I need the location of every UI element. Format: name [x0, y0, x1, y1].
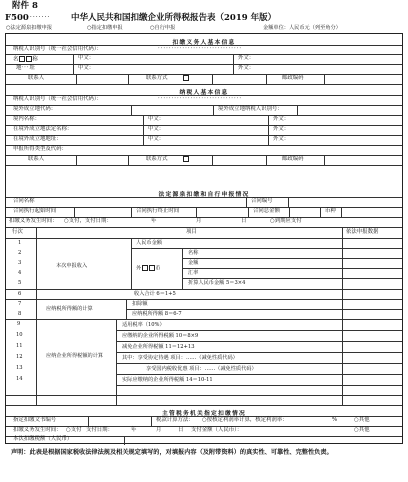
abroad-addr-foreign: 外文：	[273, 136, 290, 142]
row14-formula: 14＝10-11	[185, 377, 213, 383]
withholding-foreign-label: 外文：	[238, 55, 255, 61]
section-title-withholding: 扣缴义务人基本信息	[172, 40, 236, 46]
taxpayer-postal-label: 邮政编码	[282, 156, 304, 162]
currency-label: 币种	[325, 208, 336, 214]
domestic-name-label: 境内名称：	[13, 116, 40, 122]
option-profit-rate[interactable]: ○按核定利润率计算，核定利润率：	[202, 417, 288, 423]
row6-label: 收入合计	[134, 291, 155, 297]
resident-taxno-label: 境外成立地纳税人识别号：	[218, 106, 283, 112]
group-tax-label: 应纳企业所得税额的计算	[46, 353, 104, 359]
pay-year: 年	[151, 218, 157, 224]
row6-formula: 6＝1+5	[156, 291, 176, 297]
resident-code-label: 境外成立地代码：	[13, 106, 57, 112]
row14-label: 实际应缴纳的企业所得税额	[122, 377, 185, 383]
withholding-chinese-label: 中文：	[78, 55, 95, 61]
end-date-label: 合同执行终止时间	[136, 208, 180, 214]
row4-label: 汇率	[188, 270, 199, 276]
taxpayer-taxid-input[interactable]: ·······························	[158, 96, 243, 102]
section-title-taxpayer: 纳税人基本信息	[179, 90, 229, 96]
attachment-label: 附件 8	[12, 1, 38, 11]
abroad-addr-chinese: 中文：	[148, 136, 165, 142]
row12-tail: （减免性质代码）	[196, 355, 238, 361]
domestic-chinese-label: 中文：	[148, 116, 165, 122]
row-number: 9	[17, 321, 21, 327]
dot-leader: ········	[27, 14, 51, 21]
option-other-method[interactable]: ○其他	[354, 417, 370, 423]
row-number: 7	[18, 301, 22, 307]
row5-label: 折算人民币金额	[188, 280, 225, 286]
withholding-addr-foreign: 外文：	[238, 65, 255, 71]
abroad-name-label: 在境外成立地法定名称：	[13, 126, 73, 132]
withholding-contact-method-label: 联系方式	[146, 75, 168, 81]
contract-name-label: 合同名称	[13, 198, 35, 204]
option-self-declare[interactable]: ○自行申报	[150, 25, 176, 31]
option-other-pay[interactable]: ○其他	[354, 427, 370, 433]
col-data-header: 依法申报数据	[346, 229, 379, 235]
row10-label: 应缴纳的企业所得税额	[122, 333, 174, 339]
row-number: 12	[16, 354, 23, 360]
designated-result-label: 本次扣缴税额（人民币）	[13, 436, 73, 442]
col-item-header: 项目	[186, 229, 197, 235]
group-foreign-label: 外	[136, 265, 142, 272]
option-designated[interactable]: ○指定扣缴申报	[87, 25, 123, 31]
row11-label: 减免企业所得税额	[122, 344, 164, 350]
group-income-label: 本次申报收入	[56, 263, 88, 269]
declaration-text: 声明：此表是根据国家税收法律法规及相关规定填写的，对填报内容（及附带资料）的真实性、可靠性、完整性负责。	[11, 449, 333, 456]
row7-label: 扣除额	[132, 301, 148, 307]
pay-option-due[interactable]: ○到期应支付	[270, 218, 302, 224]
option-legal-withholding[interactable]: ○法定源泉扣缴申报	[6, 25, 53, 31]
row-number: 8	[18, 311, 22, 317]
row-number: 2	[18, 250, 22, 256]
abroad-name-foreign: 外文：	[273, 126, 290, 132]
withholding-taxid-label: 纳税人识别号（统一社会信用代码）：	[13, 46, 102, 52]
withholding-contact-label: 联系人	[28, 75, 45, 81]
section-title-designated: 主管税务机关指定扣缴情况	[162, 411, 246, 417]
pay-time-label: 扣缴义务发生时间：	[9, 218, 58, 224]
pay-month: 月	[196, 218, 202, 224]
row-number: 5	[18, 280, 22, 286]
designated-pay-time-label: 扣缴义务发生时间：	[13, 427, 62, 433]
row13-item-label: 项目：	[189, 366, 205, 372]
domestic-foreign-label: 外文：	[273, 116, 290, 122]
row-number: 10	[16, 332, 23, 338]
row-number: 6	[18, 291, 22, 297]
taxpayer-contact-label: 联系人	[28, 156, 45, 162]
designated-pay-date: 支付日期：	[86, 427, 113, 433]
group-taxable-label: 应纳税所得额的计算	[46, 306, 93, 312]
contract-no-label: 合同编号	[251, 198, 273, 204]
start-date-label: 合同执行起始时间	[13, 208, 57, 214]
row5-formula: 5＝3×4	[225, 280, 246, 286]
abroad-name-chinese: 中文：	[148, 126, 165, 132]
row13-label: 享受国内税收优惠	[146, 366, 188, 372]
row-number: 4	[18, 270, 22, 276]
row-number: 1	[18, 240, 22, 246]
form-grid: 扣缴义务人基本信息 纳税人识别号（统一社会信用代码）： ······························· 名 称 中文： 外文： 地···址 中文： 外文： 联系人 联系方式 邮政编码 纳税人基本信息 纳税人识别号（统一社会信用代码）： ······························· 境外成立地代码： 境外成立地纳税人识别号： 境内名称： 中文： 外文： 在境外成立地法定名称： 中文： 外文： 在境外成立地地址： 中文： 外文： 申报所得类型及代码： 联系人 联系方式 邮政编码 法定源泉扣缴和自行申报情况 合同名称 合同编号 合同执行起始时间 合同执行终止时间 合同总金额 币种 扣缴义务发生时间： ○支付，支付日期： 年 月 日 ○到期应支付 行次 项目 依法申报数据 1 2 3 4 5 6 7 8 9 10 11 12 13 14 本次申报收入 人民币金额 外 币 名称 金额 汇率 折算人民币金额 5＝3×4 收入合计 6＝1+5 应纳税所得额的计算 扣除额 应纳税所得额 8＝6-7 应纳企业所得税额的计算 适用税率（10%） 应缴纳的企业所得税额 10＝8×9 减免企业所得税额 11＝12+13 其中：享受协定待遇 项目：……（减免性质代码） 享受国内税收优惠 项目：……（减免性质代码） 实际应缴纳的企业所得税额 14＝10-11 主管税务机关指定扣缴情况 指定扣缴文书编号 税款计算方法： ○按核定利润率计算，核定利润率： % ○其他 扣缴义务发生时间： ○支付 支付日期： 年 月 日 支付金额（人民币）： ○其他 本次扣缴税额（人民币）	[5, 33, 403, 444]
row-number: 3	[18, 260, 22, 266]
col-row-header: 行次	[12, 229, 23, 235]
notice-no-label: 指定扣缴文书编号	[13, 417, 57, 423]
designated-pay-amount-label: 支付金额（人民币）：	[191, 427, 243, 433]
designated-month: 月	[156, 427, 162, 433]
withholding-taxid-input[interactable]: ·······························	[158, 46, 243, 52]
row-number: 13	[16, 365, 23, 371]
row8-label: 应纳税所得额	[132, 311, 164, 317]
withholding-address-label: 地	[16, 65, 22, 71]
option-pay[interactable]: ○支付	[66, 427, 82, 433]
contract-amount-label: 合同总金额	[253, 208, 280, 214]
taxpayer-contact-method-label: 联系方式	[146, 156, 168, 162]
row8-formula: 8＝6-7	[164, 311, 182, 317]
withholding-name-label: 名	[13, 56, 19, 63]
row11-formula: 11＝12+13	[165, 344, 195, 350]
taxpayer-taxid-label: 纳税人识别号（统一社会信用代码）：	[13, 96, 102, 102]
abroad-addr-label: 在境外成立地地址：	[13, 136, 62, 142]
section-title-declare: 法定源泉扣缴和自行申报情况	[158, 192, 250, 198]
pay-option-paid[interactable]: ○支付，支付日期：	[64, 218, 112, 224]
row3-label: 金额	[188, 260, 199, 266]
percent-sign: %	[332, 417, 338, 423]
row-number: 14	[16, 376, 23, 382]
pay-day: 日	[241, 218, 247, 224]
row13-tail: （减免性质代码）	[215, 366, 257, 372]
designated-year: 年	[131, 427, 137, 433]
row9-label: 适用税率（10%）	[122, 322, 165, 328]
row2-label: 名称	[188, 250, 199, 256]
declare-type-label: 申报所得类型及代码：	[13, 146, 67, 152]
designated-day: 日	[178, 427, 184, 433]
row10-formula: 10＝8×9	[175, 333, 199, 339]
row12-item-label: 项目：	[170, 355, 186, 361]
row-number: 11	[16, 343, 23, 349]
amount-unit: 金额单位：人民币元（列至角分）	[263, 25, 341, 31]
calc-method-label: 税款计算方法：	[156, 417, 194, 423]
withholding-postal-label: 邮政编码	[282, 75, 304, 81]
row12-label: 其中：享受协定待遇	[122, 355, 169, 361]
form-code: F500	[5, 13, 29, 23]
form-title: 中华人民共和国扣缴企业所得税报告表（2019 年版）	[71, 13, 277, 23]
row1-label: 人民币金额	[136, 240, 162, 246]
withholding-addr-chinese: 中文：	[78, 65, 95, 71]
